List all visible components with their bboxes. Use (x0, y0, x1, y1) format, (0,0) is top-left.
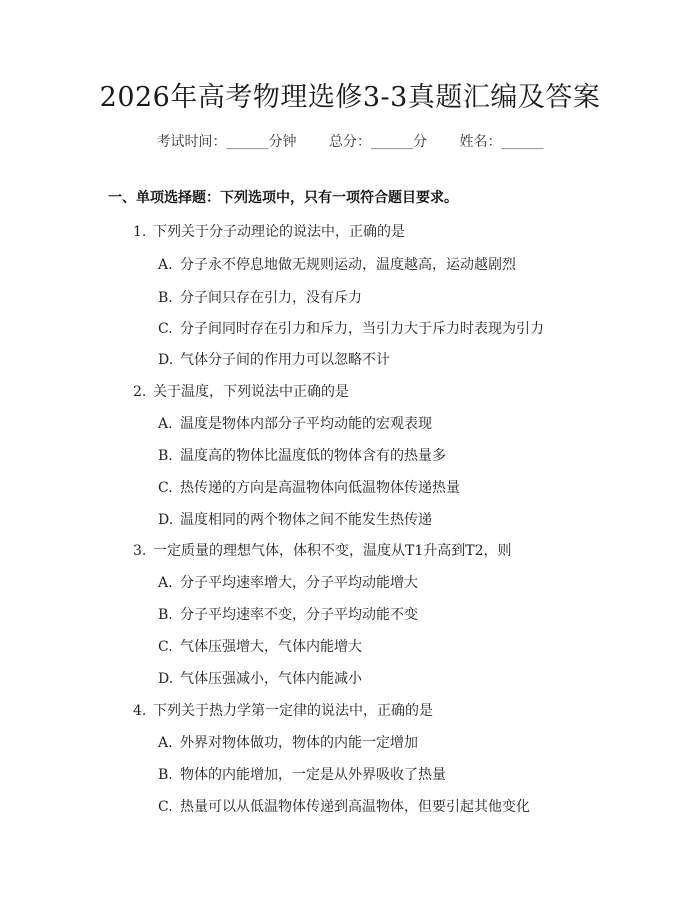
question-2-option-c (158, 478, 460, 498)
option-text: 分子间同时存在引力和斥力，当引力大于斥力时表现为引力 (180, 321, 544, 337)
question-4 (133, 701, 433, 721)
option-letter: B. (158, 607, 173, 623)
page-title: 2026年高考物理选修3-3真题汇编及答案 (99, 82, 601, 113)
option-letter: D. (158, 352, 174, 368)
option-text: 气体压强增大，气体内能增大 (180, 639, 362, 655)
option-text: 温度是物体内部分子平均动能的宏观表现 (180, 416, 432, 432)
question-4-option-a (158, 733, 418, 753)
question-number: 2. (133, 384, 147, 400)
option-text: 气体分子间的作用力可以忽略不计 (180, 352, 390, 368)
option-letter: C. (158, 321, 173, 337)
option-letter: B. (158, 448, 173, 464)
option-text: 分子间只存在引力，没有斥力 (180, 290, 362, 306)
question-1-option-d (158, 350, 390, 370)
question-2 (133, 382, 349, 402)
option-letter: C. (158, 639, 173, 655)
option-text: 外界对物体做功，物体的内能一定增加 (180, 735, 418, 751)
exam-time-field: 考试时间：______分钟 (156, 134, 297, 150)
question-1-option-c (158, 319, 544, 339)
option-text: 分子永不停息地做无规则运动，温度越高，运动越剧烈 (180, 257, 516, 273)
option-text: 温度相同的两个物体之间不能发生热传递 (180, 512, 432, 528)
option-text: 温度高的物体比温度低的物体含有的热量多 (180, 448, 446, 464)
option-text: 物体的内能增加，一定是从外界吸收了热量 (180, 767, 446, 783)
question-4-option-c (158, 797, 530, 817)
option-letter: B. (158, 290, 173, 306)
option-text: 分子平均速率不变，分子平均动能不变 (180, 607, 418, 623)
question-3-option-d (158, 669, 362, 689)
question-3 (133, 541, 512, 561)
option-letter: C. (158, 799, 173, 815)
option-letter: D. (158, 512, 174, 528)
question-2-option-a (158, 414, 432, 434)
option-text: 热量可以从低温物体传递到高温物体，但要引起其他变化 (180, 799, 530, 815)
question-number: 4. (133, 703, 147, 719)
option-letter: A. (158, 257, 173, 273)
total-score-field: 总分：______分 (329, 134, 427, 150)
question-2-option-b (158, 446, 446, 466)
option-text: 分子平均速率增大，分子平均动能增大 (180, 575, 418, 591)
question-text: 关于温度，下列说法中正确的是 (153, 384, 349, 400)
option-letter: A. (158, 416, 173, 432)
question-3-option-b (158, 605, 418, 625)
option-letter: A. (158, 575, 173, 591)
question-3-option-a (158, 573, 418, 593)
question-3-option-c (158, 637, 362, 657)
question-number: 3. (133, 543, 147, 559)
section-heading: 一、单项选择题：下列选项中，只有一项符合题目要求。 (108, 190, 458, 206)
option-letter: C. (158, 480, 173, 496)
exam-info-line (0, 132, 700, 152)
option-text: 气体压强减小，气体内能减小 (180, 671, 362, 687)
question-2-option-d (158, 510, 432, 530)
option-letter: B. (158, 767, 173, 783)
student-name-field: 姓名：______ (459, 134, 544, 150)
question-4-option-b (158, 765, 446, 785)
option-letter: D. (158, 671, 174, 687)
question-text: 下列关于分子动理论的说法中，正确的是 (153, 224, 405, 240)
question-1 (133, 222, 405, 242)
question-1-option-b (158, 288, 362, 308)
option-text: 热传递的方向是高温物体向低温物体传递热量 (180, 480, 460, 496)
question-number: 1. (133, 224, 147, 240)
question-text: 一定质量的理想气体，体积不变，温度从T1升高到T2，则 (153, 543, 512, 559)
question-1-option-a (158, 255, 516, 275)
option-letter: A. (158, 735, 173, 751)
question-text: 下列关于热力学第一定律的说法中，正确的是 (153, 703, 433, 719)
